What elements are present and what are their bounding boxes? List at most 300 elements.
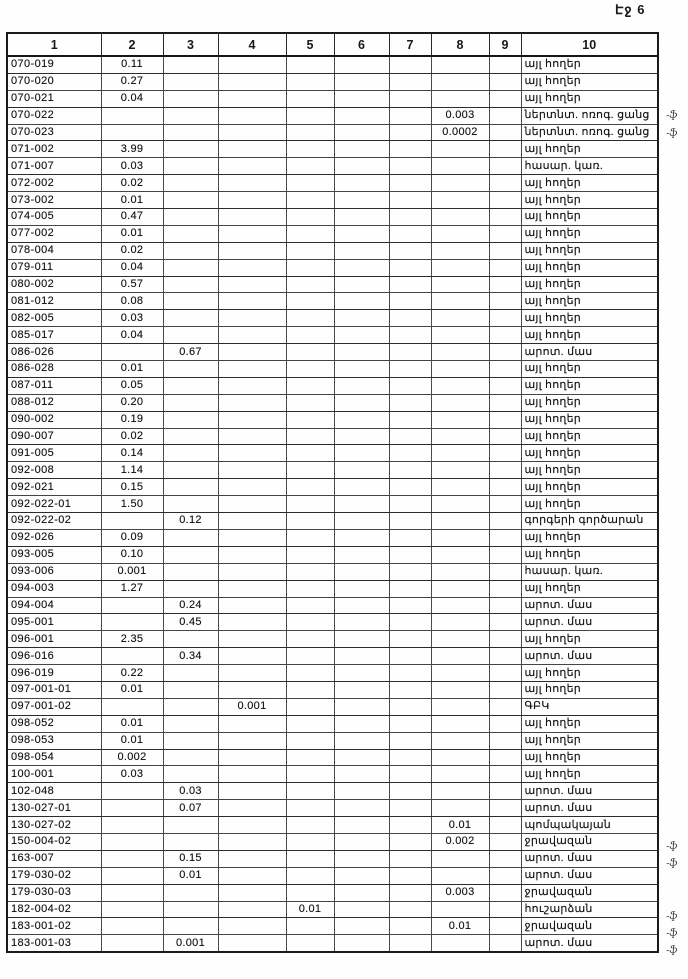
area-value-cell — [218, 192, 286, 209]
area-value-cell — [286, 242, 334, 259]
area-value-cell — [431, 411, 489, 428]
parcel-code-cell: 183-001-03 — [7, 935, 101, 952]
table-row — [7, 681, 658, 698]
area-value-cell — [489, 175, 521, 192]
table-row — [7, 614, 658, 631]
area-value-cell — [286, 783, 334, 800]
area-value-cell — [389, 124, 431, 141]
area-value-cell — [101, 918, 163, 935]
area-value-cell — [286, 56, 334, 73]
area-value-cell — [101, 867, 163, 884]
table-row — [7, 411, 658, 428]
area-value-cell — [286, 935, 334, 952]
table-row — [7, 310, 658, 327]
area-value-cell: 0.01 — [431, 918, 489, 935]
land-use-label-cell: այլ հողեր — [521, 715, 658, 732]
area-value-cell — [334, 648, 389, 665]
area-value-cell — [334, 935, 389, 952]
table-row — [7, 276, 658, 293]
area-value-cell — [218, 90, 286, 107]
area-value-cell — [286, 631, 334, 648]
area-value-cell — [489, 225, 521, 242]
area-value-cell — [389, 597, 431, 614]
table-row — [7, 175, 658, 192]
land-use-label-cell: այլ հողեր — [521, 377, 658, 394]
area-value-cell — [389, 766, 431, 783]
table-row — [7, 580, 658, 597]
area-value-cell — [389, 225, 431, 242]
area-value-cell — [489, 242, 521, 259]
area-value-cell — [389, 749, 431, 766]
area-value-cell — [334, 681, 389, 698]
area-value-cell: 0.19 — [101, 411, 163, 428]
area-value-cell — [218, 327, 286, 344]
column-header-4: 4 — [218, 33, 286, 56]
column-header-1: 1 — [7, 33, 101, 56]
area-value-cell — [489, 918, 521, 935]
area-value-cell — [163, 90, 218, 107]
area-value-cell — [286, 614, 334, 631]
area-value-cell — [489, 73, 521, 90]
area-value-cell — [286, 884, 334, 901]
area-value-cell — [218, 344, 286, 361]
land-use-label-cell: ԳԲԿ — [521, 698, 658, 715]
handwritten-margin-note: -ֆ — [665, 909, 679, 923]
handwritten-margin-note: -ֆ — [665, 126, 679, 140]
area-value-cell — [286, 513, 334, 530]
area-value-cell: 0.15 — [163, 850, 218, 867]
area-value-cell — [431, 394, 489, 411]
area-value-cell — [218, 884, 286, 901]
area-value-cell — [334, 225, 389, 242]
parcel-code-cell: 070-019 — [7, 56, 101, 73]
parcel-code-cell: 092-022-01 — [7, 496, 101, 513]
area-value-cell — [218, 850, 286, 867]
area-value-cell — [389, 648, 431, 665]
area-value-cell: 0.22 — [101, 665, 163, 682]
area-value-cell — [431, 935, 489, 952]
area-value-cell — [389, 158, 431, 175]
area-value-cell — [163, 698, 218, 715]
area-value-cell — [218, 800, 286, 817]
parcel-code-cell: 082-005 — [7, 310, 101, 327]
area-value-cell: 0.08 — [101, 293, 163, 310]
area-value-cell: 0.002 — [101, 749, 163, 766]
area-value-cell — [334, 867, 389, 884]
area-value-cell — [218, 276, 286, 293]
area-value-cell — [334, 242, 389, 259]
area-value-cell — [163, 563, 218, 580]
area-value-cell — [489, 192, 521, 209]
area-value-cell — [489, 394, 521, 411]
area-value-cell — [286, 715, 334, 732]
table-row — [7, 783, 658, 800]
area-value-cell — [489, 800, 521, 817]
area-value-cell — [218, 73, 286, 90]
area-value-cell — [431, 209, 489, 226]
land-use-label-cell: արոտ. մաս — [521, 614, 658, 631]
land-use-label-cell: այլ հողեր — [521, 428, 658, 445]
area-value-cell — [218, 293, 286, 310]
area-value-cell — [334, 90, 389, 107]
area-value-cell — [431, 850, 489, 867]
land-use-label-cell: արոտ. մաս — [521, 800, 658, 817]
area-value-cell: 0.04 — [101, 259, 163, 276]
area-value-cell — [218, 681, 286, 698]
table-row — [7, 529, 658, 546]
area-value-cell — [334, 563, 389, 580]
parcel-code-cell: 098-052 — [7, 715, 101, 732]
area-value-cell — [389, 377, 431, 394]
area-value-cell — [286, 749, 334, 766]
area-value-cell — [218, 513, 286, 530]
table-row — [7, 107, 658, 124]
area-value-cell: 1.27 — [101, 580, 163, 597]
area-value-cell — [101, 648, 163, 665]
area-value-cell — [163, 175, 218, 192]
area-value-cell — [431, 73, 489, 90]
area-value-cell — [489, 344, 521, 361]
parcel-code-cell: 092-022-02 — [7, 513, 101, 530]
area-value-cell — [334, 698, 389, 715]
area-value-cell — [431, 732, 489, 749]
area-value-cell — [163, 192, 218, 209]
area-value-cell — [431, 698, 489, 715]
parcel-code-cell: 090-002 — [7, 411, 101, 428]
area-value-cell — [218, 479, 286, 496]
area-value-cell — [431, 90, 489, 107]
table-row — [7, 445, 658, 462]
land-use-label-cell: ջրավազան — [521, 833, 658, 850]
area-value-cell: 0.12 — [163, 513, 218, 530]
area-value-cell — [489, 141, 521, 158]
area-value-cell: 0.27 — [101, 73, 163, 90]
parcel-code-cell: 086-028 — [7, 361, 101, 378]
area-value-cell — [218, 580, 286, 597]
area-value-cell — [389, 462, 431, 479]
area-value-cell — [334, 192, 389, 209]
table-row — [7, 192, 658, 209]
land-use-label-cell: այլ հողեր — [521, 529, 658, 546]
handwritten-margin-note: -ֆ — [665, 927, 679, 940]
parcel-code-cell: 096-019 — [7, 665, 101, 682]
table-row — [7, 56, 658, 73]
area-value-cell — [389, 192, 431, 209]
area-value-cell — [389, 496, 431, 513]
area-value-cell — [489, 597, 521, 614]
area-value-cell — [389, 141, 431, 158]
area-value-cell — [389, 411, 431, 428]
area-value-cell: 2.35 — [101, 631, 163, 648]
area-value-cell — [431, 242, 489, 259]
area-value-cell: 0.01 — [101, 192, 163, 209]
table-row — [7, 377, 658, 394]
area-value-cell — [218, 225, 286, 242]
area-value-cell — [334, 462, 389, 479]
area-value-cell — [489, 293, 521, 310]
area-value-cell — [101, 597, 163, 614]
area-value-cell — [334, 209, 389, 226]
land-use-label-cell: պոմպակայան — [521, 817, 658, 834]
column-header-3: 3 — [163, 33, 218, 56]
area-value-cell — [389, 800, 431, 817]
area-value-cell — [163, 715, 218, 732]
area-value-cell — [286, 344, 334, 361]
parcel-code-cell: 074-005 — [7, 209, 101, 226]
area-value-cell — [389, 259, 431, 276]
table-row — [7, 766, 658, 783]
area-value-cell — [489, 766, 521, 783]
column-header-5: 5 — [286, 33, 334, 56]
area-value-cell — [389, 935, 431, 952]
parcel-code-cell: 079-011 — [7, 259, 101, 276]
parcel-code-cell: 070-023 — [7, 124, 101, 141]
land-use-label-cell: այլ հողեր — [521, 192, 658, 209]
area-value-cell — [163, 73, 218, 90]
area-value-cell — [334, 715, 389, 732]
area-value-cell — [163, 749, 218, 766]
area-value-cell — [286, 800, 334, 817]
area-value-cell — [286, 546, 334, 563]
table-row — [7, 833, 658, 850]
land-use-label-cell: արոտ. մաս — [521, 867, 658, 884]
area-value-cell — [218, 918, 286, 935]
area-value-cell — [489, 327, 521, 344]
area-value-cell — [101, 614, 163, 631]
area-value-cell — [101, 107, 163, 124]
area-value-cell — [431, 158, 489, 175]
handwritten-margin-note: -ֆ — [665, 857, 679, 870]
area-value-cell: 0.01 — [101, 681, 163, 698]
area-value-cell — [163, 225, 218, 242]
area-value-cell — [286, 192, 334, 209]
area-value-cell — [218, 833, 286, 850]
area-value-cell — [163, 394, 218, 411]
area-value-cell — [389, 681, 431, 698]
area-value-cell — [334, 817, 389, 834]
area-value-cell — [431, 445, 489, 462]
area-value-cell — [286, 124, 334, 141]
area-value-cell — [431, 293, 489, 310]
parcel-code-cell: 098-054 — [7, 749, 101, 766]
area-value-cell — [334, 479, 389, 496]
area-value-cell — [218, 867, 286, 884]
parcel-code-cell: 092-026 — [7, 529, 101, 546]
parcel-code-cell: 097-001-01 — [7, 681, 101, 698]
table-row — [7, 293, 658, 310]
parcel-code-cell: 078-004 — [7, 242, 101, 259]
land-use-label-cell: հասար. կառ. — [521, 158, 658, 175]
table-row — [7, 732, 658, 749]
area-value-cell — [218, 242, 286, 259]
parcel-code-cell: 100-001 — [7, 766, 101, 783]
area-value-cell — [389, 918, 431, 935]
area-value-cell: 0.45 — [163, 614, 218, 631]
area-value-cell — [489, 445, 521, 462]
area-value-cell — [163, 445, 218, 462]
area-value-cell — [286, 158, 334, 175]
area-value-cell — [489, 479, 521, 496]
area-value-cell — [489, 107, 521, 124]
land-use-label-cell: այլ հողեր — [521, 259, 658, 276]
land-use-label-cell: այլ հողեր — [521, 681, 658, 698]
area-value-cell — [389, 90, 431, 107]
area-value-cell — [489, 158, 521, 175]
area-value-cell: 0.02 — [101, 242, 163, 259]
area-value-cell — [334, 783, 389, 800]
land-use-label-cell: այլ հողեր — [521, 209, 658, 226]
parcel-code-cell: 072-002 — [7, 175, 101, 192]
area-value-cell — [431, 681, 489, 698]
area-value-cell: 0.03 — [163, 783, 218, 800]
parcel-code-cell: 150-004-02 — [7, 833, 101, 850]
area-value-cell — [431, 428, 489, 445]
area-value-cell — [389, 715, 431, 732]
area-value-cell: 0.03 — [101, 766, 163, 783]
area-value-cell — [101, 698, 163, 715]
table-row — [7, 479, 658, 496]
area-value-cell — [163, 158, 218, 175]
area-value-cell — [286, 73, 334, 90]
area-value-cell — [286, 681, 334, 698]
land-use-label-cell: արոտ. մաս — [521, 783, 658, 800]
area-value-cell — [163, 107, 218, 124]
land-use-label-cell: այլ հողեր — [521, 496, 658, 513]
area-value-cell — [286, 496, 334, 513]
table-row — [7, 901, 658, 918]
area-value-cell — [431, 749, 489, 766]
area-value-cell — [334, 580, 389, 597]
area-value-cell — [218, 175, 286, 192]
area-value-cell: 0.47 — [101, 209, 163, 226]
area-value-cell — [431, 327, 489, 344]
table-row — [7, 546, 658, 563]
area-value-cell — [389, 73, 431, 90]
area-value-cell — [431, 631, 489, 648]
area-value-cell: 0.01 — [286, 901, 334, 918]
parcel-code-cell: 071-002 — [7, 141, 101, 158]
table-body — [7, 56, 658, 952]
area-value-cell — [101, 800, 163, 817]
area-value-cell — [218, 411, 286, 428]
area-value-cell — [431, 648, 489, 665]
area-value-cell — [286, 428, 334, 445]
table-row — [7, 158, 658, 175]
area-value-cell — [489, 462, 521, 479]
parcel-code-cell: 179-030-02 — [7, 867, 101, 884]
land-use-label-cell: այլ հողեր — [521, 665, 658, 682]
area-value-cell — [218, 259, 286, 276]
area-value-cell — [163, 833, 218, 850]
land-use-label-cell: այլ հողեր — [521, 327, 658, 344]
area-value-cell — [489, 783, 521, 800]
area-value-cell — [286, 90, 334, 107]
area-value-cell: 0.57 — [101, 276, 163, 293]
area-value-cell — [431, 192, 489, 209]
area-value-cell: 0.0002 — [431, 124, 489, 141]
area-value-cell — [101, 901, 163, 918]
area-value-cell — [489, 850, 521, 867]
column-header-6: 6 — [334, 33, 389, 56]
area-value-cell — [489, 496, 521, 513]
area-value-cell — [286, 293, 334, 310]
area-value-cell — [286, 479, 334, 496]
area-value-cell — [286, 867, 334, 884]
area-value-cell — [218, 901, 286, 918]
area-value-cell — [218, 665, 286, 682]
area-value-cell: 0.001 — [163, 935, 218, 952]
area-value-cell — [286, 529, 334, 546]
parcel-code-cell: 096-001 — [7, 631, 101, 648]
area-value-cell: 0.05 — [101, 377, 163, 394]
area-value-cell: 0.04 — [101, 327, 163, 344]
area-value-cell — [334, 833, 389, 850]
table-row — [7, 225, 658, 242]
area-value-cell — [489, 901, 521, 918]
area-value-cell — [489, 209, 521, 226]
area-value-cell — [334, 766, 389, 783]
area-value-cell: 0.01 — [431, 817, 489, 834]
area-value-cell — [489, 884, 521, 901]
parcel-code-cell: 091-005 — [7, 445, 101, 462]
parcel-code-cell: 096-016 — [7, 648, 101, 665]
area-value-cell — [101, 817, 163, 834]
area-value-cell — [163, 411, 218, 428]
area-value-cell: 0.24 — [163, 597, 218, 614]
area-value-cell — [489, 361, 521, 378]
area-value-cell — [286, 766, 334, 783]
area-value-cell — [489, 935, 521, 952]
parcel-code-cell: 130-027-02 — [7, 817, 101, 834]
area-value-cell: 1.14 — [101, 462, 163, 479]
area-value-cell — [218, 428, 286, 445]
area-value-cell — [334, 327, 389, 344]
area-value-cell — [286, 209, 334, 226]
land-use-label-cell: ներտնտ. ոռոգ. ցանց — [521, 107, 658, 124]
area-value-cell — [389, 242, 431, 259]
parcel-code-cell: 097-001-02 — [7, 698, 101, 715]
area-value-cell — [286, 597, 334, 614]
table-row — [7, 513, 658, 530]
table-row — [7, 344, 658, 361]
area-value-cell — [389, 310, 431, 327]
area-value-cell — [334, 631, 389, 648]
table-row — [7, 665, 658, 682]
table-row — [7, 918, 658, 935]
parcel-code-cell: 095-001 — [7, 614, 101, 631]
table-row — [7, 935, 658, 952]
area-value-cell — [218, 935, 286, 952]
area-value-cell — [489, 56, 521, 73]
area-value-cell: 0.02 — [101, 428, 163, 445]
area-value-cell — [334, 276, 389, 293]
area-value-cell — [431, 580, 489, 597]
area-value-cell — [334, 394, 389, 411]
area-value-cell — [218, 817, 286, 834]
area-value-cell — [431, 563, 489, 580]
area-value-cell — [489, 563, 521, 580]
area-value-cell — [389, 209, 431, 226]
area-value-cell — [489, 648, 521, 665]
area-value-cell — [334, 597, 389, 614]
area-value-cell — [431, 496, 489, 513]
area-value-cell — [334, 158, 389, 175]
area-value-cell — [286, 175, 334, 192]
table-row — [7, 563, 658, 580]
area-value-cell — [101, 513, 163, 530]
land-use-label-cell: այլ հողեր — [521, 546, 658, 563]
area-value-cell — [218, 732, 286, 749]
